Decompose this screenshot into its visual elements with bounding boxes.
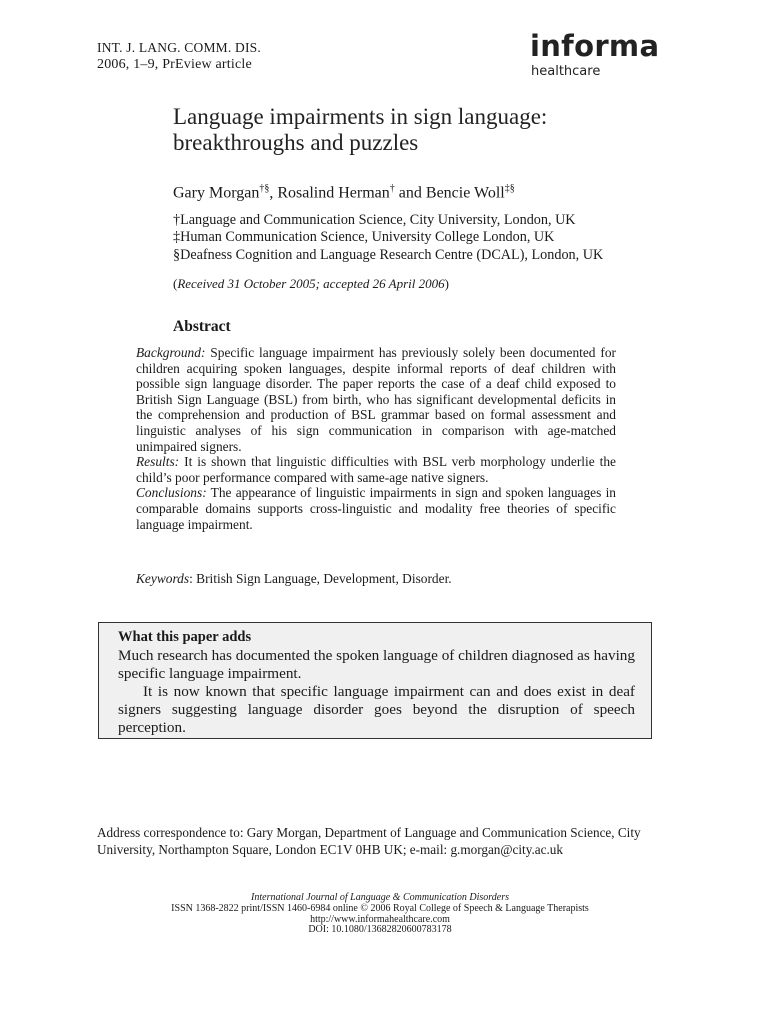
author-affiliation-marks: † bbox=[389, 183, 395, 194]
author-affiliation-marks: †§ bbox=[259, 183, 270, 194]
footer-journal-name: International Journal of Language & Communication Disorders bbox=[251, 892, 509, 903]
what-this-paper-adds-paragraph: Much research has documented the spoken language of children diagnosed as having specific language impairment. bbox=[118, 647, 635, 682]
what-this-paper-adds-box bbox=[98, 622, 652, 739]
author-separator: and bbox=[394, 184, 426, 202]
keywords-label: Keywords bbox=[136, 571, 190, 586]
article-title-line-2: breakthroughs and puzzles bbox=[173, 130, 419, 155]
article-title-line-1: Language impairments in sign language: bbox=[173, 104, 548, 129]
author-separator: , bbox=[269, 184, 278, 202]
author-list bbox=[173, 183, 673, 202]
abstract-background: Background: Specific language impairment has previously solely been documented for children acquiring spoken languages, despite informal reports of deaf children with possible sign language disorder. The paper reports the case of a deaf child exposed to British Sign Language (BSL) from birth, who has significant developmental deficits in the comprehension and production of BSL grammar based on formal assessment and linguistic analyses of his sign communication in comparison with age-matched unimpaired signers. bbox=[136, 345, 616, 454]
affiliation: †Language and Communication Science, City University, London, UK bbox=[173, 212, 576, 228]
abstract-results: Results: It is shown that linguistic difficulties with BSL verb morphology underlie the child’s poor performance compared with same-age native signers. bbox=[136, 454, 616, 485]
received-dates: (Received 31 October 2005; accepted 26 April 2006) bbox=[173, 276, 449, 291]
abstract-results-label: Results: bbox=[136, 454, 180, 470]
footer-url[interactable]: http://www.informahealthcare.com bbox=[310, 913, 450, 925]
abstract-body bbox=[136, 345, 616, 532]
abstract-conclusions: Conclusions: The appearance of linguistic impairments in sign and spoken languages in comparable domains supports cross-linguistic and modality free theories of specific language impairment. bbox=[136, 485, 616, 532]
affiliation: ‡Human Communication Science, University College London, UK bbox=[173, 229, 555, 245]
publisher-logo-subtitle: healthcare bbox=[531, 64, 601, 79]
affiliation: §Deafness Cognition and Language Research Centre (DCAL), London, UK bbox=[173, 247, 604, 263]
journal-issue: 2006, 1–9, PrEview article bbox=[97, 57, 252, 72]
journal-abbreviation: INT. J. LANG. COMM. DIS. bbox=[97, 40, 261, 55]
page-footer bbox=[140, 893, 620, 936]
abstract-conclusions-label: Conclusions: bbox=[136, 485, 207, 501]
received-dates-text: Received 31 October 2005; accepted 26 April 2006 bbox=[177, 276, 445, 291]
what-this-paper-adds-heading: What this paper adds bbox=[118, 629, 252, 645]
article-title bbox=[173, 104, 653, 156]
abstract-background-label: Background: bbox=[136, 345, 206, 360]
publisher-logo bbox=[530, 29, 660, 79]
author-name: Bencie Woll bbox=[425, 184, 505, 202]
correspondence-address: Address correspondence to: Gary Morgan, Department of Language and Communication Science, City University, Northampton Square, London EC1V 0HB UK; e-mail: g.morgan@city.ac.uk bbox=[97, 825, 641, 857]
footer-doi: DOI: 10.1080/13682820600783178 bbox=[308, 924, 452, 936]
author-name: Rosalind Herman bbox=[277, 184, 390, 202]
keywords: Keywords: British Sign Language, Development, Disorder. bbox=[136, 571, 452, 586]
author-name: Gary Morgan bbox=[173, 184, 260, 202]
publisher-logo-name: informa bbox=[530, 29, 660, 63]
abstract-heading: Abstract bbox=[173, 318, 231, 335]
what-this-paper-adds-paragraph: It is now known that specific language impairment can and does exist in deaf signers suggesting language disorder goes beyond the disruption of speech perception. bbox=[118, 683, 635, 736]
footer-issn: ISSN 1368-2822 print/ISSN 1460-6984 online © 2006 Royal College of Speech & Language Therapists bbox=[171, 902, 589, 914]
author-affiliation-marks: ‡§ bbox=[504, 183, 515, 194]
